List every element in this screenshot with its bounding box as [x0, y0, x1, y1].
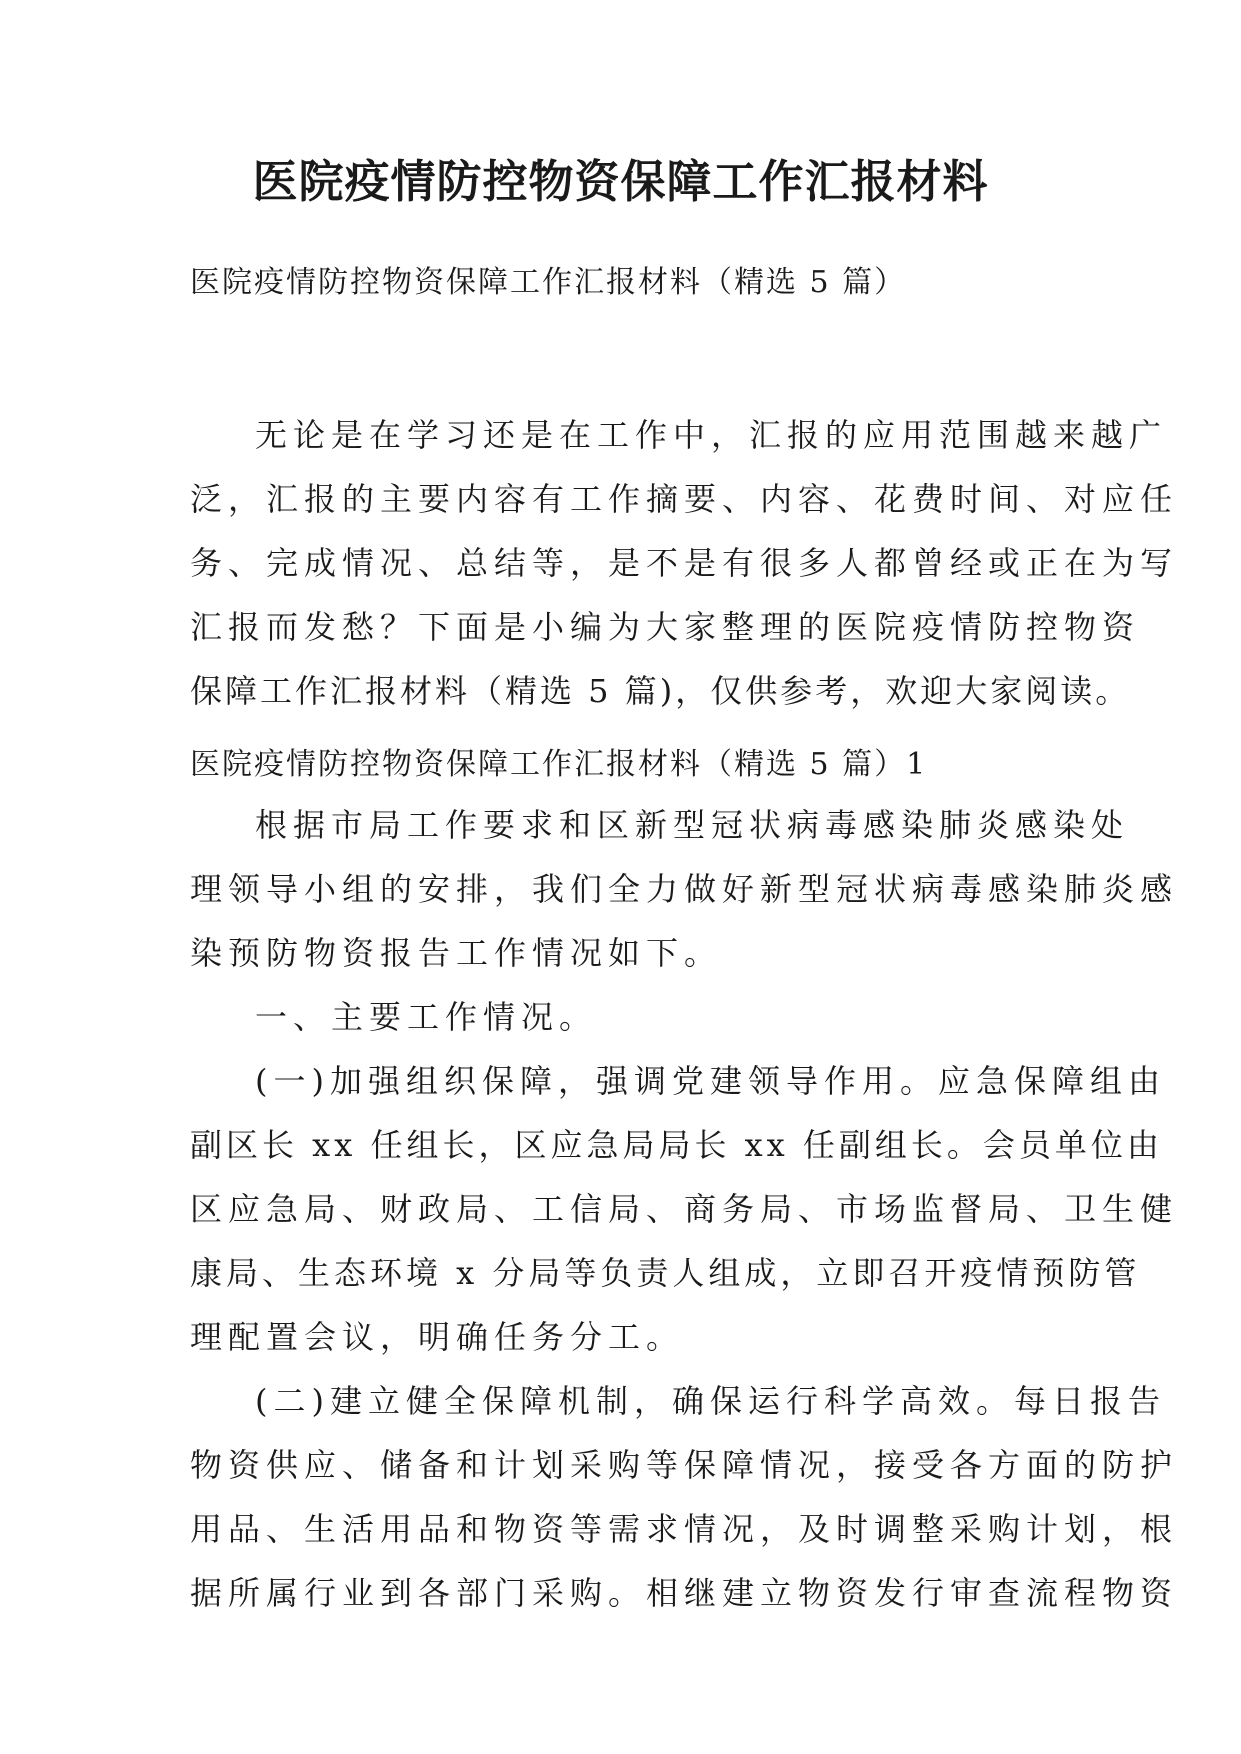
- body-paragraph: [190, 1369, 1179, 1625]
- section-heading: [190, 985, 1050, 1049]
- text-line: 用品、生活用品和物资等需求情况，及时调整采购计划，根: [190, 1510, 1179, 1548]
- text-line: 一、主要工作情况。: [255, 998, 598, 1036]
- text-line: 区应急局、财政局、工信局、商务局、市场监督局、卫生健: [190, 1190, 1179, 1228]
- body-paragraph: [190, 793, 1179, 985]
- document-subtitle: 医院疫情防控物资保障工作汇报材料（精选 5 篇）: [190, 265, 907, 300]
- document-title: 医院疫情防控物资保障工作汇报材料: [252, 155, 989, 208]
- text-line: 保障工作汇报材料（精选 5 篇)，仅供参考，欢迎大家阅读。: [190, 672, 1131, 710]
- text-line: 无论是在学习还是在工作中，汇报的应用范围越来越广: [255, 416, 1168, 454]
- intro-paragraph: [190, 403, 1179, 723]
- text-line: (二)建立健全保障机制，确保运行科学高效。每日报告: [255, 1382, 1166, 1420]
- article-body: [190, 793, 1179, 1625]
- article-heading: 医院疫情防控物资保障工作汇报材料（精选 5 篇）1: [190, 747, 928, 782]
- text-line: (一)加强组织保障，强调党建领导作用。应急保障组由: [255, 1062, 1166, 1100]
- text-line: 务、完成情况、总结等，是不是有很多人都曾经或正在为写: [190, 544, 1179, 582]
- text-line: 根据市局工作要求和区新型冠状病毒感染肺炎感染处: [255, 806, 1130, 844]
- text-line: 据所属行业到各部门采购。相继建立物资发行审查流程物资: [190, 1574, 1179, 1612]
- body-paragraph: [190, 1049, 1179, 1369]
- text-line: 理领导小组的安排，我们全力做好新型冠状病毒感染肺炎感: [190, 870, 1179, 908]
- text-line: 染预防物资报告工作情况如下。: [190, 934, 723, 972]
- text-line: 副区长 xx 任组长，区应急局局长 xx 任副组长。会员单位由: [190, 1126, 1163, 1164]
- text-line: 理配置会议，明确任务分工。: [190, 1318, 685, 1356]
- text-line: 汇报而发愁？下面是小编为大家整理的医院疫情防控物资: [190, 608, 1141, 646]
- text-line: 泛，汇报的主要内容有工作摘要、内容、花费时间、对应任: [190, 480, 1179, 518]
- article-heading-section: [190, 740, 1050, 790]
- text-line: 物资供应、储备和计划采购等保障情况，接受各方面的防护: [190, 1446, 1179, 1484]
- text-line: 康局、生态环境 x 分局等负责人组成，立即召开疫情预防管: [190, 1254, 1141, 1292]
- intro-section: [190, 403, 1179, 723]
